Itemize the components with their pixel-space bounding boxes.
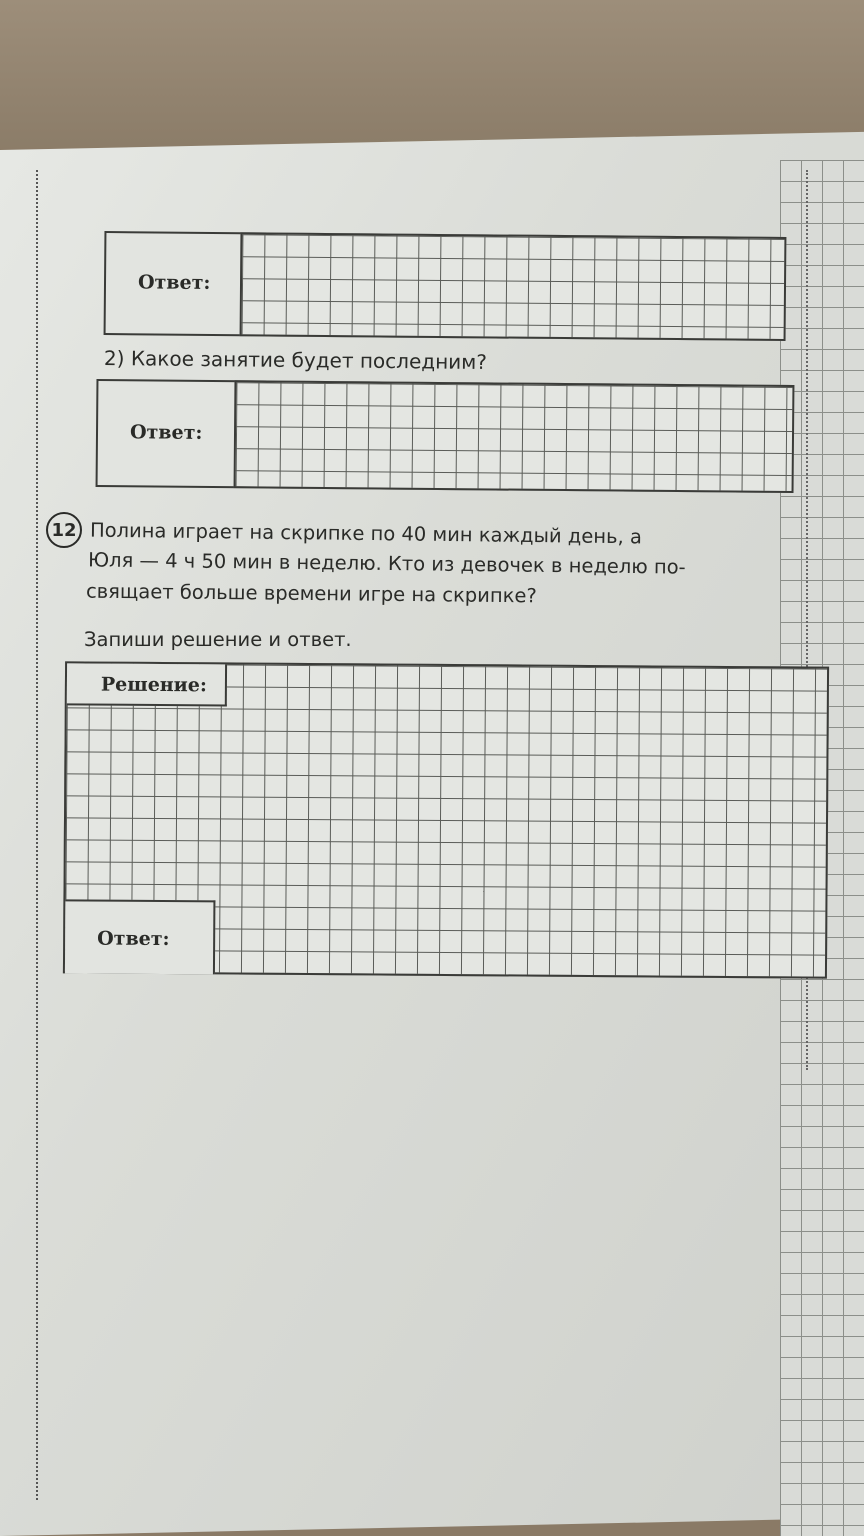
answer-label-3: Ответ: xyxy=(97,927,170,951)
answer-grid-2[interactable] xyxy=(234,380,795,493)
answer-grid-1[interactable] xyxy=(240,232,787,341)
task-instruction: Запиши решение и ответ. xyxy=(84,628,352,651)
question-2: 2) Какое занятие будет последним? xyxy=(103,345,488,375)
task-line-3: свящает больше времени игре на скрипке? xyxy=(85,579,537,608)
solution-box xyxy=(63,661,829,978)
answer-box-2 xyxy=(96,379,793,493)
task-number: 12 xyxy=(46,512,82,548)
solution-label: Решение: xyxy=(100,673,207,697)
answer-label-1: Ответ: xyxy=(137,271,211,294)
left-cut-line xyxy=(36,170,38,1500)
answer-box-1 xyxy=(104,231,785,341)
task-line-2: Юля — 4 ч 50 мин в неделю. Кто из девочек в неделю по- xyxy=(87,548,686,579)
answer-label-2: Ответ: xyxy=(129,421,203,444)
task-line-1: Полина играет на скрипке по 40 мин каждый день, а xyxy=(89,518,643,549)
